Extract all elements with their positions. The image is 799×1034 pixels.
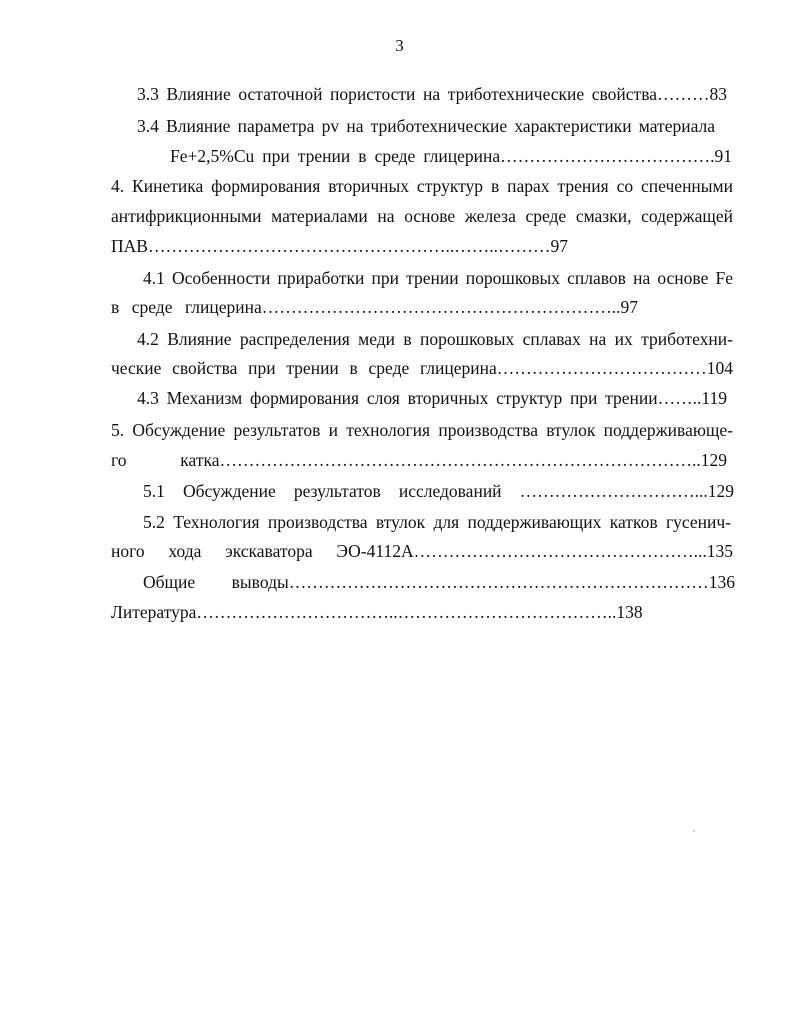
toc-entry-3-4-line-1: 3.4 Влияние параметра pv на триботехнические характеристики материала: [137, 116, 715, 136]
toc-entry-4-line-3: ПАВ……………………………………………..……..………97: [111, 236, 568, 256]
toc-entry-5-line-2: го катка………………………………………………………………………..129: [111, 450, 727, 470]
toc-entry-5-1: 5.1 Обсуждение результатов исследований …………………………...129: [143, 481, 734, 501]
toc-entry-4-line-1: 4. Кинетика формирования вторичных структур в парах трения со спеченными: [111, 176, 733, 196]
toc-entry-4-line-2: антифрикционными материалами на основе железа среде смазки, содержащей: [111, 206, 733, 226]
toc-entry-conclusions: Общие выводы………………………………………………………………136: [143, 572, 735, 592]
toc-entry-4-1-line-1: 4.1 Особенности приработки при трении порошковых сплавов на основе Fe: [143, 268, 733, 288]
toc-entry-5-2-line-1: 5.2 Технология производства втулок для поддерживающих катков гусенич-: [143, 512, 731, 532]
toc-entry-literature: Литература……………………………..………………………………..138: [111, 602, 643, 622]
toc-entry-3-4-line-2: Fe+2,5%Cu при трении в среде глицерина……………………………….91: [170, 146, 732, 166]
toc-entry-5-2-line-2: ного хода экскаватора ЭО-4112А…………………………………………...135: [111, 541, 733, 561]
toc-entry-4-2-line-2: ческие свойства при трении в среде глицерина………………………………104: [111, 358, 733, 378]
toc-entry-4-2-line-1: 4.2 Влияние распределения меди в порошковых сплавах на их триботехни-: [137, 329, 733, 349]
page-number: 3: [395, 36, 404, 55]
toc-entry-4-1-line-2: в среде глицерина……………………………………………………..97: [111, 297, 638, 317]
scan-speck: [693, 830, 695, 832]
toc-entry-5-line-1: 5. Обсуждение результатов и технология производства втулок поддерживающе-: [111, 420, 733, 440]
toc-entry-4-3: 4.3 Механизм формирования слоя вторичных структур при трении……..119: [137, 388, 727, 408]
toc-entry-3-3: 3.3 Влияние остаточной пористости на триботехнические свойства………83: [137, 84, 727, 104]
